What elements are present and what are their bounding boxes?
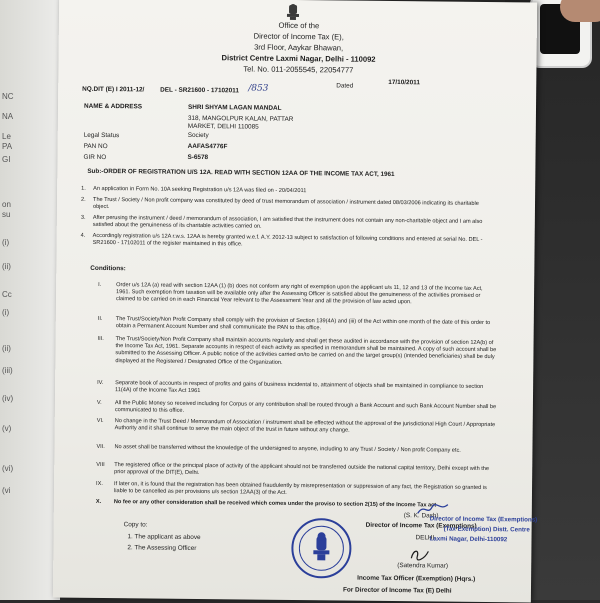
office-header: 3rd Floor, Aaykar Bhawan, bbox=[254, 42, 344, 53]
condition-text: Separate book of accounts in respect of profits and gains of business incidental to, attainment of objects shall be maintained in compliance to section 11(4A) of the Income Tax Act 1961 bbox=[115, 380, 484, 395]
name-label: NAME & ADDRESS bbox=[83, 102, 143, 111]
address-line: 318, MANGOLPUR KALAN, PATTAR bbox=[187, 114, 294, 123]
underlying-sheet bbox=[0, 0, 60, 600]
conditions-title: Conditions: bbox=[90, 264, 126, 273]
handwritten-number: /853 bbox=[248, 83, 269, 94]
point-text: An application in Form No. 10A seeking Registration u/s 12A was filed on - 20/04/2011 bbox=[93, 185, 307, 195]
finger bbox=[560, 0, 600, 22]
condition-text: All the Public Money so received including for Corpus or any contribution shall be routed through a Bank Account and such Bank Account Number shall be communicated to this office. bbox=[114, 400, 497, 415]
fragment: (ii) bbox=[2, 262, 11, 271]
signatory-name: (Satendra Kumar) bbox=[397, 562, 449, 570]
status-label: Legal Status bbox=[83, 131, 120, 140]
point-number: 2. bbox=[81, 196, 86, 203]
fragment: su bbox=[2, 210, 11, 219]
condition-text: The Trust/Society/Non Profit Company shall comply with the provision of Section 139(4A) and (iii) of the Act within one month of the date of this order to obtain a Permanent Account Number and shall communicate the PAN to this office. bbox=[115, 316, 491, 332]
fragment: Le bbox=[2, 132, 11, 141]
office-header: Office of the bbox=[278, 20, 320, 31]
fragment: (i) bbox=[2, 238, 10, 247]
subject-line: Sub:-ORDER OF REGISTRATION U/S 12A. READ WITH SECTION 12AA OF THE INCOME TAX ACT, 1961 bbox=[87, 167, 395, 179]
condition-number: I. bbox=[98, 281, 102, 288]
copy-to-item: 2. The Assessing Officer bbox=[127, 544, 197, 552]
point-number: 3. bbox=[80, 214, 86, 221]
pan-value: AAFAS4776F bbox=[187, 142, 228, 151]
signatory-city: DELHI bbox=[415, 534, 435, 542]
status-value: Society bbox=[187, 131, 209, 140]
fragment: (iv) bbox=[2, 394, 14, 403]
point-text: Accordingly registration u/s 12A r.w.s. 12AA is hereby granted w.e.f. A.Y. 2012-13 subject to satisfaction of following conditions and entered at serial No. DEL - SR21600 - 17102011 of the register maintained in this office. bbox=[92, 232, 483, 248]
fragment: Cc bbox=[2, 290, 12, 299]
condition-text: The registered office or the principal place of activity of the applicant should not be transferred outside the national capital territory, Delhi except with the prior approval of the DIT(E), Delhi. bbox=[114, 462, 490, 477]
copy-to-item: 1. The applicant as above bbox=[127, 533, 201, 542]
fragment: (i) bbox=[2, 308, 10, 317]
point-text: The Trust / Society / Non profit company was constituted by deed of trust memorandum of association / instrument dated 08/03/2006 indicating its charitable object. bbox=[92, 196, 479, 211]
condition-number: VI. bbox=[96, 417, 104, 425]
point-number: 1. bbox=[81, 185, 86, 192]
reference-number: DEL - SR21600 - 17102011 bbox=[160, 86, 239, 95]
office-header: Director of Income Tax (E), bbox=[253, 31, 344, 42]
dated-value: 17/10/2011 bbox=[388, 78, 420, 87]
signatory-title: Income Tax Officer (Exemption) (Hqrs.) bbox=[357, 574, 476, 583]
gir-value: S-6578 bbox=[187, 153, 209, 162]
fragment: NC bbox=[2, 92, 14, 101]
signature-icon bbox=[408, 547, 430, 561]
registration-order-document bbox=[53, 0, 537, 602]
condition-number: V. bbox=[96, 399, 102, 406]
condition-text: The Trust/Society/Non Profit Company shall maintain accounts regularly and shall get these audited in accordance with the provision of section 12A(b) of the Income Tax Act, 1961. Separate accounts in respect of each activity as specified in memorandum shall be maintained. A copy of such account shall be submitted to the Assessing Officer. A public notice of the activities carried on/to be carried on and the target group(s) (intended beneficiaries) shall be duly displayed at the Registered / Designated Office of the Organization. bbox=[115, 336, 497, 366]
condition-number: VIII bbox=[96, 461, 105, 469]
condition-number: VII. bbox=[96, 443, 105, 451]
dated-label: Dated bbox=[336, 82, 354, 90]
gir-label: GIR NO bbox=[83, 153, 107, 162]
condition-text: No fee or any other consideration shall be received which comes under the proviso to section 2(15) of the Income Tax act bbox=[113, 499, 437, 509]
condition-number: IX. bbox=[96, 480, 103, 487]
signatory-title: Director of Income Tax (Exemptions) bbox=[365, 521, 477, 530]
signatory-name: (S. K. Dash) bbox=[403, 512, 439, 520]
condition-number: IV. bbox=[97, 379, 104, 386]
condition-text: No asset shall be transferred without the knowledge of the undersigned to anyone, including to any Trust / Society / Non profit Company etc. bbox=[114, 444, 461, 454]
copy-to-label: Copy to: bbox=[123, 521, 148, 529]
office-stamp: Director of Income Tax (Exemptions) bbox=[429, 515, 538, 524]
office-stamp: (Tax Exemption) Distt. Centre bbox=[443, 525, 530, 534]
condition-text: Order u/s 12A (a) read with section 12AA (1) (b) does not conform any right of exemption upon the applicant u/s 11, 12 and 13 of the Income tax Act, 1961. Such exemption from taxation will be available only after the Assessing Officer is satisfied about the genuineness of the activities promised or claimed to be carried on in each Financial Year relevant to the Assessment Year and all the provision of law acted upon. bbox=[115, 282, 483, 306]
fragment: (ii) bbox=[2, 344, 11, 353]
fragment: (v) bbox=[2, 424, 12, 433]
reference-label: NQ.DIT (E) I 2011-12/ bbox=[82, 85, 145, 94]
office-header: Tel. No. 011-2055545, 22054777 bbox=[243, 64, 354, 75]
fragment: on bbox=[2, 200, 11, 209]
condition-number: II. bbox=[97, 315, 103, 322]
fragment: (vi bbox=[2, 486, 11, 495]
point-text: After perusing the instrument / deed / memorandum of association, I am satisfied that the instrument does not contain any non-charitable object and I am also satisfied about the genuineness of its charitable activities carried on. bbox=[92, 214, 483, 230]
condition-text: If later on, it is found that the registration has been obtained fraudulently by misrepresentation or suppression of any fact, the Registration so granted is liable to be cancelled as per provisions u/s section 12AA(3) of the Act. bbox=[113, 481, 487, 497]
fragment: (vi) bbox=[2, 464, 14, 473]
fragment: (iii) bbox=[2, 366, 13, 375]
name-value: SHRI SHYAM LAGAN MANDAL bbox=[187, 103, 282, 112]
signatory-for-line: For Director of Income Tax (E) Delhi bbox=[342, 586, 452, 595]
point-number: 4. bbox=[80, 232, 86, 239]
condition-number: X. bbox=[95, 498, 102, 505]
address-line: MARKET, DELHI 110085 bbox=[187, 122, 259, 131]
condition-number: III. bbox=[97, 335, 104, 342]
fragment: GI bbox=[2, 155, 11, 164]
pan-label: PAN NO bbox=[83, 142, 108, 151]
fragment: PA bbox=[2, 142, 13, 151]
office-header: District Centre Laxmi Nagar, Delhi - 110092 bbox=[221, 53, 376, 64]
official-seal-icon bbox=[289, 516, 354, 581]
office-stamp: Laxmi Nagar, Delhi-110092 bbox=[429, 535, 508, 544]
fragment: NA bbox=[2, 112, 14, 121]
condition-text: No change in the Trust Deed / Memorandum of Association / instrument shall be effected without the approval of the jurisdictional High Court / Appropriate Authority and it shall continue to serve the main object of the trust in future without any change. bbox=[114, 418, 496, 434]
